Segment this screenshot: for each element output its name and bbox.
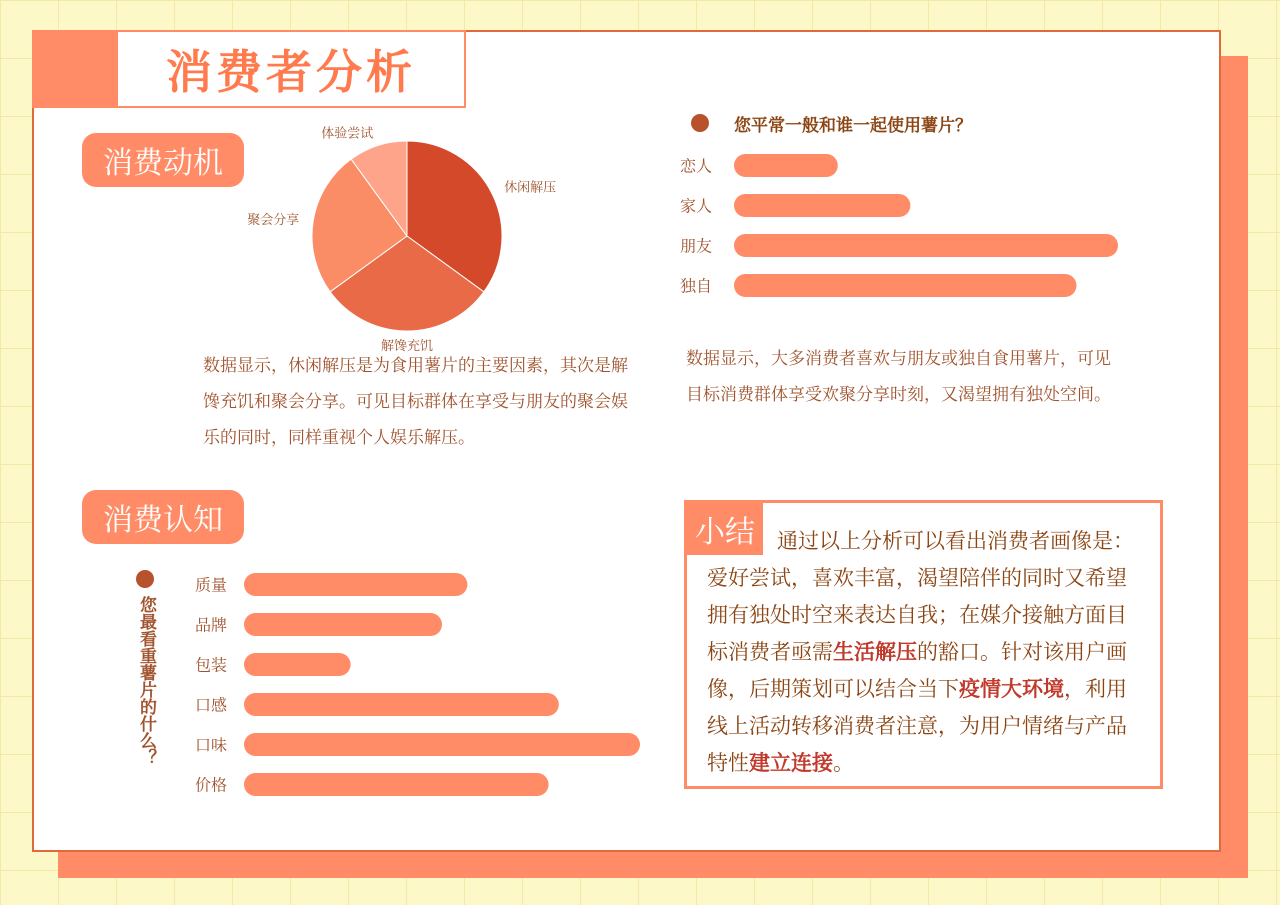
section-label-motivation: 消费动机 — [82, 133, 244, 187]
bar-companions-bar-0 — [734, 154, 838, 177]
summary-highlight: 生活解压 — [833, 640, 917, 664]
bar-cognition-label-3: 口感 — [195, 695, 228, 715]
page-title: 消费者分析 — [166, 45, 416, 99]
bar-companions-label-0: 恋人 — [680, 156, 713, 176]
title-box — [116, 30, 466, 108]
pie-label-0: 休闲解压 — [504, 180, 557, 196]
bar-cognition-label-5: 价格 — [195, 775, 228, 795]
summary-segment: 的豁口。针对该用户画像，后期策划可以结合当下 — [707, 640, 1127, 701]
summary-text — [707, 523, 1147, 782]
cognition-bar-chart — [195, 564, 650, 804]
motivation-pie-chart — [230, 125, 570, 354]
bar-cognition-bar-4 — [244, 733, 640, 756]
bar-cognition-bar-2 — [244, 653, 351, 676]
bar-companions-label-3: 独自 — [680, 276, 713, 296]
bar-cognition-label-4: 口味 — [195, 735, 228, 755]
bar-cognition-label-2: 包装 — [195, 655, 228, 675]
bar-cognition-label-1: 品牌 — [195, 615, 228, 635]
summary-highlight: 疫情大环境 — [959, 677, 1064, 701]
summary-tag: 小结 — [687, 503, 763, 555]
bar-companions-bar-3 — [734, 274, 1077, 297]
cognition-question: 您最看重薯片的什么？ — [136, 596, 156, 766]
companions-paragraph: 数据显示，大多消费者喜欢与朋友或独自食用薯片，可见目标消费群体享受欢聚分享时刻，又渴望拥有独处空间。 — [686, 349, 1111, 405]
bar-cognition-bar-5 — [244, 773, 549, 796]
summary-segment: 通过以上分析可以看出消费者画像是：爱好尝试，喜欢丰富，渴望陪伴的同时又希望拥有独处时空来表达自我；在媒介接触方面目标消费者亟需 — [707, 529, 1134, 664]
pie-label-3: 体验尝试 — [321, 126, 374, 142]
pie-label-1: 解馋充饥 — [380, 339, 434, 354]
pie-label-2: 聚会分享 — [247, 212, 300, 228]
companions-bar-chart — [680, 145, 1130, 305]
motivation-paragraph: 数据显示，休闲解压是为食用薯片的主要因素，其次是解馋充饥和聚会分享。可见目标群体在享受与朋友的聚会娱乐的同时，同样重视个人娱乐解压。 — [203, 356, 628, 448]
bar-companions-bar-1 — [734, 194, 910, 217]
summary-highlight: 建立连接 — [749, 751, 833, 775]
summary-segment: ，利用线上活动转移消费者注意，为用户情绪与产品特性 — [707, 677, 1127, 775]
bar-companions-label-1: 家人 — [680, 196, 713, 216]
summary-segment: 。 — [833, 751, 854, 775]
companions-question: 您平常一般和谁一起使用薯片？ — [734, 116, 972, 136]
bar-companions-bar-2 — [734, 234, 1118, 257]
bullet-dot-cognition — [136, 570, 154, 588]
bullet-dot-companions — [691, 114, 709, 132]
bar-cognition-bar-0 — [244, 573, 467, 596]
bar-cognition-bar-1 — [244, 613, 442, 636]
bar-cognition-label-0: 质量 — [195, 575, 228, 595]
section-label-cognition: 消费认知 — [82, 490, 244, 544]
bar-companions-label-2: 朋友 — [680, 236, 713, 256]
title-accent-strip — [32, 30, 118, 108]
bar-cognition-bar-3 — [244, 693, 559, 716]
summary-box — [684, 500, 1163, 789]
